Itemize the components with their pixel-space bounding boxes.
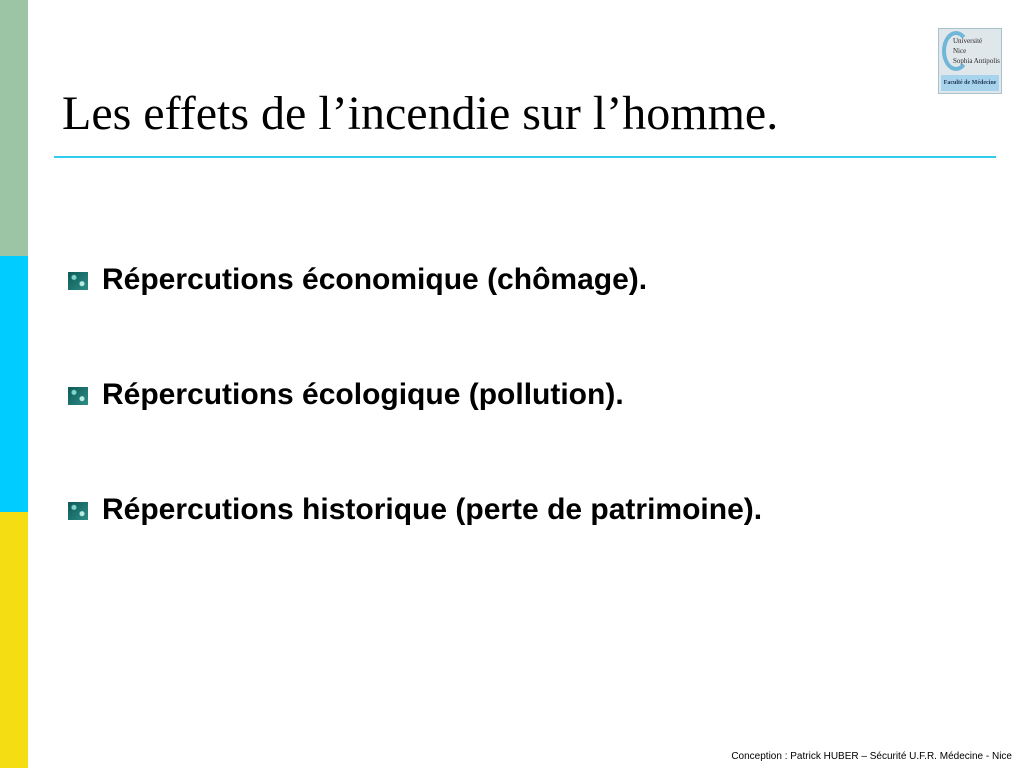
university-logo xyxy=(938,28,1002,94)
slide-footer: Conception : Patrick HUBER – Sécurité U.F.R. Médecine - Nice xyxy=(731,751,1012,762)
bullet-item xyxy=(68,488,762,603)
sidebar-band-yellow xyxy=(0,512,28,768)
square-bullet-icon xyxy=(68,502,88,520)
sidebar-band-cyan xyxy=(0,256,28,512)
logo-line-3: Sophia Antipolis xyxy=(953,57,1000,65)
slide-title: Les effets de l’incendie sur l’homme. xyxy=(62,87,779,140)
bullet-text: Répercutions économique (chômage). xyxy=(102,263,648,296)
title-underline xyxy=(54,156,996,158)
logo-line-1: Université xyxy=(953,37,983,45)
bullet-text: Répercutions écologique (pollution). xyxy=(102,378,624,411)
logo-band: Faculté de Médecine xyxy=(941,75,999,91)
bullet-text: Répercutions historique (perte de patrimoine). xyxy=(102,493,763,526)
square-bullet-icon xyxy=(68,272,88,290)
square-bullet-icon xyxy=(68,387,88,405)
logo-line-2: Nice xyxy=(953,47,967,55)
bullet-list xyxy=(68,258,762,603)
bullet-item xyxy=(68,373,762,488)
bullet-item xyxy=(68,258,762,373)
sidebar-band-green xyxy=(0,0,28,256)
